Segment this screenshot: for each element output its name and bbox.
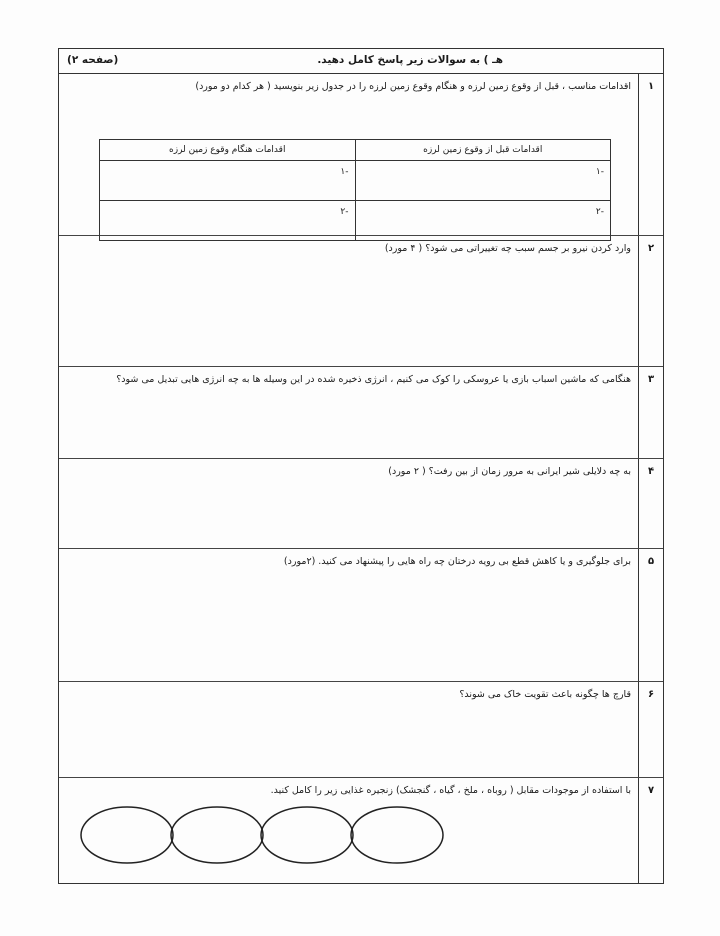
question-row-6 bbox=[59, 681, 663, 778]
col-header-during: اقدامات هنگام وقوع زمین لرزه bbox=[100, 140, 356, 161]
answer-cell-before-1[interactable]: -۱ bbox=[355, 161, 611, 201]
question-text: وارد کردن نیرو بر جسم سبب چه تغییراتی می شود؟ ( ۴ مورد) bbox=[384, 243, 631, 254]
answer-cell-during-1[interactable]: -۱ bbox=[100, 161, 356, 201]
question-row-1 bbox=[59, 73, 663, 236]
question-row-5 bbox=[59, 548, 663, 682]
food-chain-ellipse-1[interactable] bbox=[81, 807, 173, 863]
answer-cell-during-2[interactable]: -۲ bbox=[100, 201, 356, 241]
question-number: ۷ bbox=[647, 785, 655, 796]
question-text: با استفاده از موجودات مقابل ( روباه ، ملخ ، گیاه ، گنجشک) زنجیره غذایی زیر را کامل کنید. bbox=[270, 785, 631, 796]
question-text: به چه دلایلی شیر ایرانی به مرور زمان از بین رفت؟ ( ۲ مورد) bbox=[388, 466, 631, 477]
section-header bbox=[59, 49, 663, 74]
page-label: (صفحه ۲) bbox=[67, 54, 119, 66]
earthquake-table bbox=[99, 139, 611, 241]
exam-frame bbox=[58, 48, 664, 884]
question-number: ۲ bbox=[647, 243, 655, 254]
question-text: برای جلوگیری و یا کاهش قطع بی رویه درختان چه راه هایی را پیشنهاد می کنید. (۲مورد) bbox=[283, 556, 631, 567]
question-text: قارچ ها چگونه باعث تقویت خاک می شوند؟ bbox=[459, 689, 631, 700]
question-text: اقدامات مناسب ، قبل از وقوع زمین لرزه و هنگام وقوع زمین لرزه را در جدول زیر بنویسید ( هر کدام دو مورد) bbox=[195, 81, 631, 92]
food-chain-ellipse-4[interactable] bbox=[351, 807, 443, 863]
question-text: هنگامی که ماشین اسباب بازی یا عروسکی را کوک می کنیم ، انرژی ذخیره شده در این وسیله ها به چه انرژی هایی تبدیل می شود؟ bbox=[116, 374, 631, 385]
question-number: ۳ bbox=[647, 374, 655, 385]
answer-cell-before-2[interactable]: -۲ bbox=[355, 201, 611, 241]
food-chain-ellipse-2[interactable] bbox=[171, 807, 263, 863]
food-chain-diagram bbox=[79, 801, 459, 871]
section-title: هـ ) به سوالات زیر پاسخ کامل دهید. bbox=[317, 54, 503, 66]
question-row-2 bbox=[59, 235, 663, 367]
question-row-4 bbox=[59, 458, 663, 549]
col-header-before: اقدامات قبل از وقوع زمین لرزه bbox=[355, 140, 611, 161]
question-row-7 bbox=[59, 777, 663, 883]
question-number: ۱ bbox=[647, 81, 655, 92]
question-number: ۶ bbox=[647, 689, 655, 700]
question-row-3 bbox=[59, 366, 663, 459]
food-chain-ellipse-3[interactable] bbox=[261, 807, 353, 863]
question-number: ۴ bbox=[647, 466, 655, 477]
question-number: ۵ bbox=[647, 556, 655, 567]
